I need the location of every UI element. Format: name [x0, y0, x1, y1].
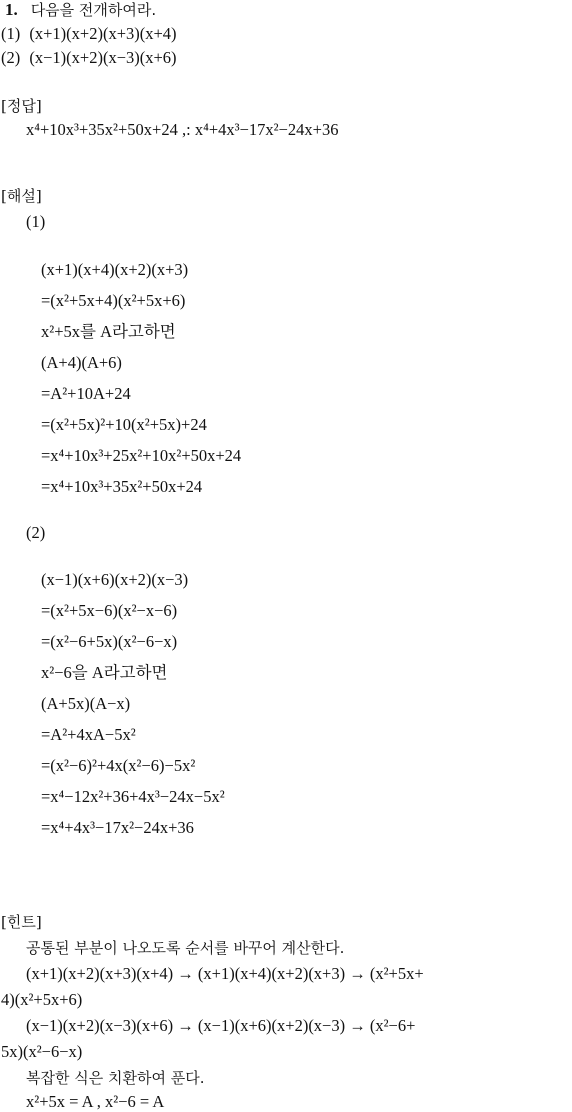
answer-header: [정답] [1, 97, 42, 115]
solution-part1-label: (1) [26, 212, 46, 231]
solution-step: =(x²−6+5x)(x²−6−x) [41, 632, 178, 651]
solution-step: =x⁴−12x²+36+4x³−24x−5x² [41, 787, 225, 806]
solution-step: (x+1)(x+4)(x+2)(x+3) [41, 260, 189, 279]
solution-step: =(x²+5x+4)(x²+5x+6) [41, 291, 186, 310]
hint-line: 공통된 부분이 나오도록 순서를 바꾸어 계산한다. [26, 939, 345, 957]
hint-line: 5x)(x²−6−x) [1, 1042, 83, 1061]
solution-step: =(x²−6)²+4x(x²−6)−5x² [41, 756, 196, 775]
solution-step: (A+4)(A+6) [41, 353, 122, 372]
hint-line: 4)(x²+5x+6) [1, 990, 83, 1009]
hint-line: 복잡한 식은 치환하여 푼다. [26, 1069, 205, 1087]
answer-text: x⁴+10x³+35x²+50x+24 ,: x⁴+4x³−17x²−24x+36 [26, 120, 339, 139]
solution-step: (A+5x)(A−x) [41, 694, 131, 713]
solution-step: x²+5x를 A라고하면 [41, 322, 176, 341]
solution-step: =x⁴+10x³+35x²+50x+24 [41, 477, 203, 496]
solution-step: x²−6을 A라고하면 [41, 663, 168, 682]
solution-step: (x−1)(x+6)(x+2)(x−3) [41, 570, 189, 589]
solution-step: =(x²+5x−6)(x²−x−6) [41, 601, 178, 620]
problem-number: 1. [5, 0, 18, 19]
problem-part-2: (2) (x−1)(x+2)(x−3)(x+6) [1, 48, 177, 67]
hint-line: x²+5x = A , x²−6 = A [26, 1092, 165, 1111]
problem-heading [5, 0, 156, 20]
solution-step: =A²+10A+24 [41, 384, 131, 403]
solution-part2-label: (2) [26, 523, 46, 542]
solution-step: =A²+4xA−5x² [41, 725, 136, 744]
solution-step: =x⁴+10x³+25x²+10x²+50x+24 [41, 446, 242, 465]
hint-line: (x−1)(x+2)(x−3)(x+6) → (x−1)(x+6)(x+2)(x−3) → (x²−6+ [26, 1016, 416, 1035]
solution-step: =x⁴+4x³−17x²−24x+36 [41, 818, 194, 837]
problem-part-1: (1) (x+1)(x+2)(x+3)(x+4) [1, 24, 177, 43]
hint-line: (x+1)(x+2)(x+3)(x+4) → (x+1)(x+4)(x+2)(x+3) → (x²+5x+ [26, 964, 424, 983]
solution-step: =(x²+5x)²+10(x²+5x)+24 [41, 415, 207, 434]
hint-header: [힌트] [1, 913, 42, 931]
solution-header: [해설] [1, 187, 42, 205]
problem-title: 다음을 전개하여라. [30, 1, 157, 19]
